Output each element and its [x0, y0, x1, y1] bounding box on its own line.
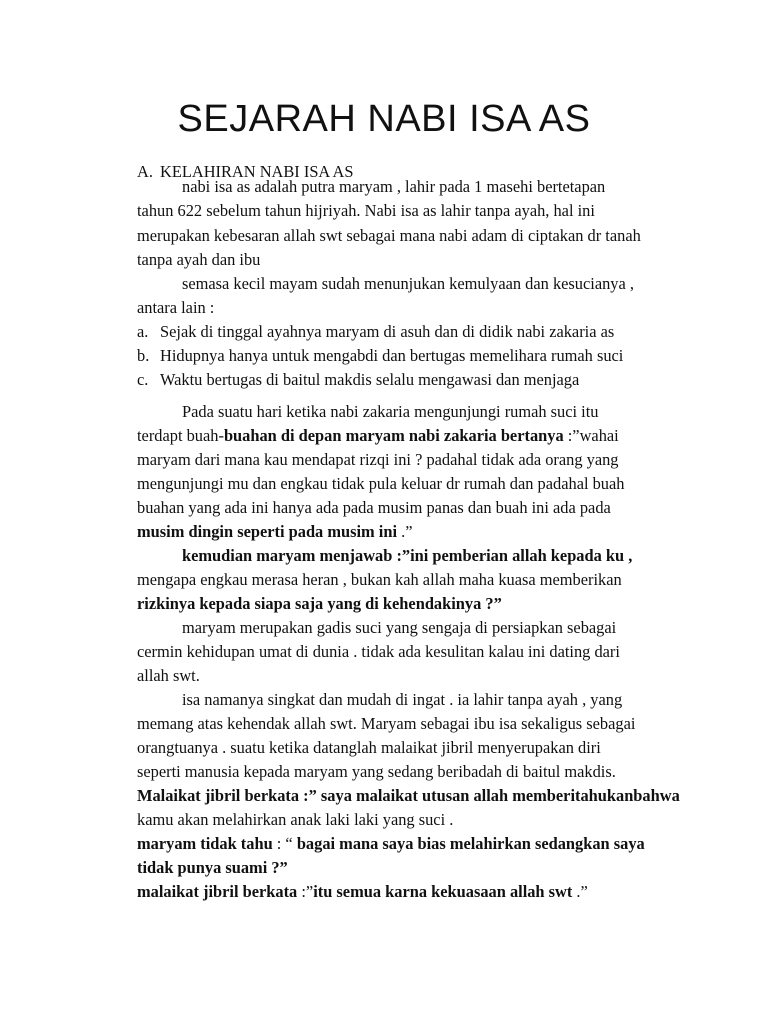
text-segment: merupakan kebesaran allah swt sebagai mana nabi adam di ciptakan dr tanah: [137, 226, 641, 245]
bold-text: maryam tidak tahu: [137, 834, 273, 853]
text-segment: .”: [397, 522, 413, 541]
text-segment: semasa kecil mayam sudah menunjukan kemulyaan dan kesucianya ,: [182, 274, 634, 293]
bold-text: rizkinya kepada siapa saja yang di kehendakinya ?”: [137, 594, 502, 613]
text-segment: mengunjungi mu dan engkau tidak pula keluar dr rumah dan padahal buah: [137, 474, 625, 493]
text-segment: memang atas kehendak allah swt. Maryam sebagai ibu isa sekaligus sebagai: [137, 714, 636, 733]
text-line: [182, 546, 632, 566]
text-line: [137, 666, 200, 686]
text-line: [137, 522, 413, 542]
text-line: [137, 474, 624, 494]
bold-text: itu semua karna kekuasaan allah swt: [313, 882, 573, 901]
text-line: [137, 810, 453, 830]
text-segment: maryam dari mana kau mendapat rizqi ini ? padahal tidak ada orang yang: [137, 450, 619, 469]
text-segment: kamu akan melahirkan anak laki laki yang suci .: [137, 810, 454, 829]
text-line: [137, 858, 288, 878]
text-segment: Sejak di tinggal ayahnya maryam di asuh dan di didik nabi zakaria as: [160, 322, 615, 341]
text-line: [137, 762, 616, 782]
bold-text: tidak punya suami ?”: [137, 858, 288, 877]
text-line: [182, 690, 622, 710]
list-marker: b.: [137, 346, 150, 365]
text-line: [137, 834, 645, 854]
document-title: SEJARAH NABI ISA AS: [177, 98, 591, 140]
text-segment: antara lain :: [137, 298, 215, 317]
text-segment: Pada suatu hari ketika nabi zakaria mengunjungi rumah suci itu: [182, 402, 599, 421]
text-segment: buahan yang ada ini hanya ada pada musim panas dan buah ini ada pada: [137, 498, 611, 517]
text-line: [137, 250, 260, 270]
text-line: [137, 298, 214, 318]
text-line: [182, 274, 634, 294]
text-segment: isa namanya singkat dan mudah di ingat . ia lahir tanpa ayah , yang: [182, 690, 623, 709]
text-line: [182, 618, 616, 638]
text-segment: :”wahai: [563, 426, 619, 445]
list-item: [160, 370, 579, 390]
text-line: [137, 882, 588, 902]
text-segment: tanpa ayah dan ibu: [137, 250, 261, 269]
text-segment: : “: [272, 834, 297, 853]
text-segment: Waktu bertugas di baitul makdis selalu mengawasi dan menjaga: [160, 370, 580, 389]
text-line: [137, 786, 680, 806]
text-segment: nabi isa as adalah putra maryam , lahir pada 1 masehi bertetapan: [182, 177, 606, 196]
bold-text: malaikat jibril berkata: [137, 882, 298, 901]
bold-text: Malaikat jibril berkata :” saya malaikat utusan allah memberitahukanbahwa: [137, 786, 680, 805]
text-line: [137, 738, 601, 758]
section-heading: KELAHIRAN NABI ISA AS: [160, 162, 354, 181]
section-marker: A.: [137, 162, 153, 181]
bold-text: musim dingin seperti pada musim ini: [137, 522, 398, 541]
text-segment: allah swt.: [137, 666, 200, 685]
text-line: [137, 498, 611, 518]
list-item: [160, 322, 614, 342]
text-segment: mengapa engkau merasa heran , bukan kah allah maha kuasa memberikan: [137, 570, 622, 589]
list-marker: a.: [137, 322, 149, 341]
list-item: [160, 346, 623, 366]
text-line: [137, 594, 502, 614]
bold-text: bagai mana saya bias melahirkan sedangkan saya: [296, 834, 645, 853]
bold-text: kemudian maryam menjawab :”ini pemberian allah kepada ku ,: [182, 546, 633, 565]
list-marker: c.: [137, 370, 149, 389]
text-line: [137, 426, 619, 446]
text-line: [137, 201, 595, 221]
text-line: [137, 450, 619, 470]
text-segment: Hidupnya hanya untuk mengabdi dan bertugas memelihara rumah suci: [160, 346, 624, 365]
text-segment: orangtuanya . suatu ketika datanglah malaikat jibril menyerupakan diri: [137, 738, 601, 757]
bold-text: buahan di depan maryam nabi zakaria bertanya: [223, 426, 564, 445]
text-segment: seperti manusia kepada maryam yang sedang beribadah di baitul makdis.: [137, 762, 616, 781]
text-line: [182, 402, 598, 422]
text-line: [137, 642, 620, 662]
text-line: [137, 714, 635, 734]
text-segment: terdapt buah-: [137, 426, 224, 445]
text-segment: :”: [297, 882, 314, 901]
text-line: [182, 177, 605, 197]
text-line: [137, 570, 622, 590]
text-segment: maryam merupakan gadis suci yang sengaja di persiapkan sebagai: [182, 618, 617, 637]
text-segment: tahun 622 sebelum tahun hijriyah. Nabi isa as lahir tanpa ayah, hal ini: [137, 201, 595, 220]
text-segment: cermin kehidupan umat di dunia . tidak ada kesulitan kalau ini dating dari: [137, 642, 620, 661]
text-segment: .”: [572, 882, 588, 901]
text-line: [137, 226, 641, 246]
